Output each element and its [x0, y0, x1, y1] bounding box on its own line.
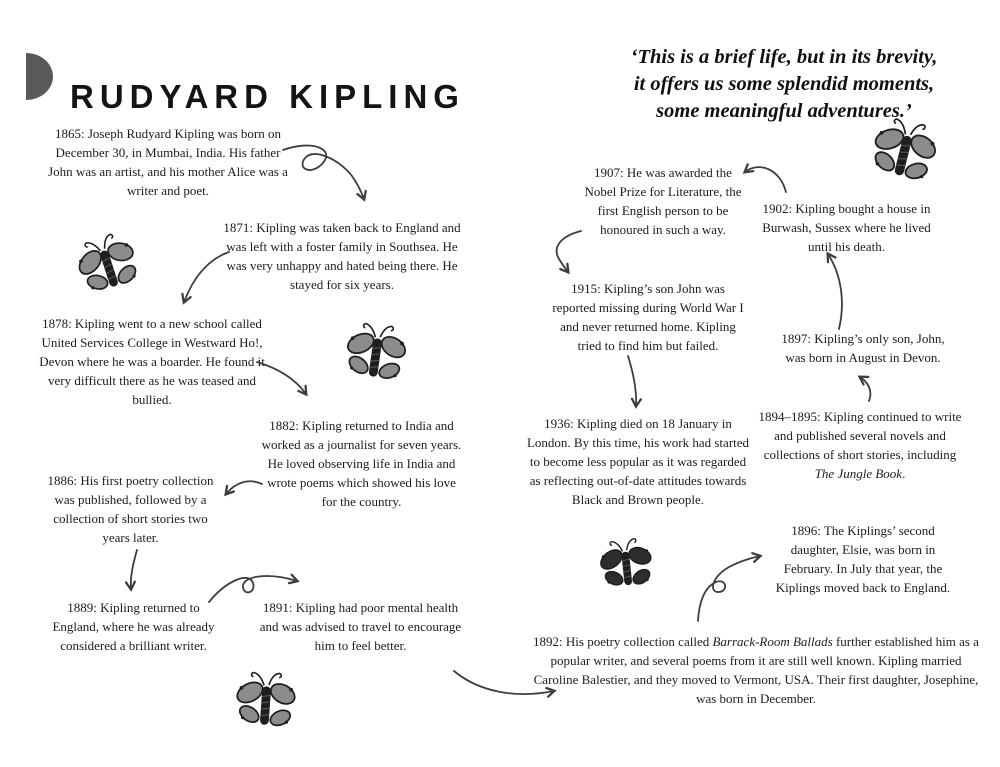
- arrow-1886-1889: [131, 550, 137, 589]
- arrow-1902-1907: [745, 167, 786, 192]
- timeline-entry-text: 1915: Kipling’s son John was reported missing during World War I and never returned home. Kipling tried to find him but failed.: [552, 281, 744, 353]
- timeline-entry-text: 1936: Kipling died on 18 January in London. By this time, his work had started to become less popular as it was regarded as reflecting out-of-date attitudes towards Black and Brown people.: [526, 416, 750, 507]
- timeline-entry-text: 1902: Kipling bought a house in Burwash, Sussex where he lived until his death.: [762, 201, 931, 254]
- book-title: The Jungle Book: [814, 466, 903, 481]
- timeline-entry-text: 1886: His first poetry collection was published, followed by a collection of short stories two years later.: [47, 473, 214, 545]
- quote-line: ‘This is a brief life, but in its brevity,: [630, 46, 938, 68]
- arrow-1892-1896: [698, 556, 760, 621]
- timeline-entry-text: further established him as a popular writer, and several poems from it are still well known. Kipling married Caroline Balestier, and they moved to Vermont, USA. Their first daughter, Josephine, was born in December.: [533, 634, 979, 706]
- timeline-entry-text: 1878: Kipling went to a new school called United Services College in Westward Ho!, Devon where he was a boarder. He found it very difficult there as he was teased and bullied.: [39, 316, 265, 407]
- arrow-1882-1886: [226, 481, 262, 494]
- arrow-1907-1915: [557, 231, 581, 272]
- quote-line: some meaningful adventures.’: [656, 100, 912, 123]
- arrow-1897-1902: [828, 254, 842, 329]
- timeline-entry-text: 1871: Kipling was taken back to England and was left with a foster family in Southsea. He was very unhappy and hated being there. He stayed for six years.: [223, 220, 461, 292]
- timeline-entry-text: 1907: He was awarded the Nobel Prize for Literature, the first English person to be honoured in such a way.: [584, 165, 742, 237]
- timeline-entry-text: .: [902, 466, 906, 481]
- timeline-entry-text: 1896: The Kiplings’ second daughter, Elsie, was born in February. In July that year, the Kiplings moved back to England.: [775, 523, 951, 595]
- arrow-1915-1936: [628, 356, 636, 406]
- arrow-1871-1878: [184, 252, 229, 302]
- timeline-entry-text: 1889: Kipling returned to England, where he was already considered a brilliant writer.: [52, 600, 215, 653]
- arrow-1878-1882: [257, 362, 306, 394]
- timeline-entry-text: 1897: Kipling’s only son, John, was born in August in Devon.: [781, 331, 945, 365]
- timeline-entry-text: 1882: Kipling returned to India and worked as a journalist for seven years. He loved observing life in India and wrote poems which showed his love for the country.: [261, 418, 462, 509]
- arrow-1865-1871: [283, 146, 364, 199]
- book-title: Barrack-Room Ballads: [712, 634, 833, 649]
- butterfly-icon: [223, 661, 308, 746]
- page-title: RUDYARD KIPLING: [70, 78, 465, 116]
- arrow-1889-1891: [209, 576, 297, 602]
- timeline-entry-text: 1891: Kipling had poor mental health and was advised to travel to encourage him to feel better.: [259, 600, 462, 653]
- timeline-entry-text: 1892: His poetry collection called: [533, 634, 713, 649]
- timeline-entry-text: 1894–1895: Kipling continued to write and published several novels and collections of short stories, including: [758, 409, 962, 462]
- arrow-to-1897: [860, 377, 870, 401]
- quote-line: it offers us some splendid moments,: [633, 73, 935, 96]
- butterfly-icon: [331, 311, 421, 401]
- arrow-1891-1892: [454, 671, 554, 694]
- timeline-entry-text: 1865: Joseph Rudyard Kipling was born on December 30, in Mumbai, India. His father John was an artist, and his mother Alice was a writer and poet.: [48, 126, 288, 198]
- butterfly-icon: [589, 529, 666, 606]
